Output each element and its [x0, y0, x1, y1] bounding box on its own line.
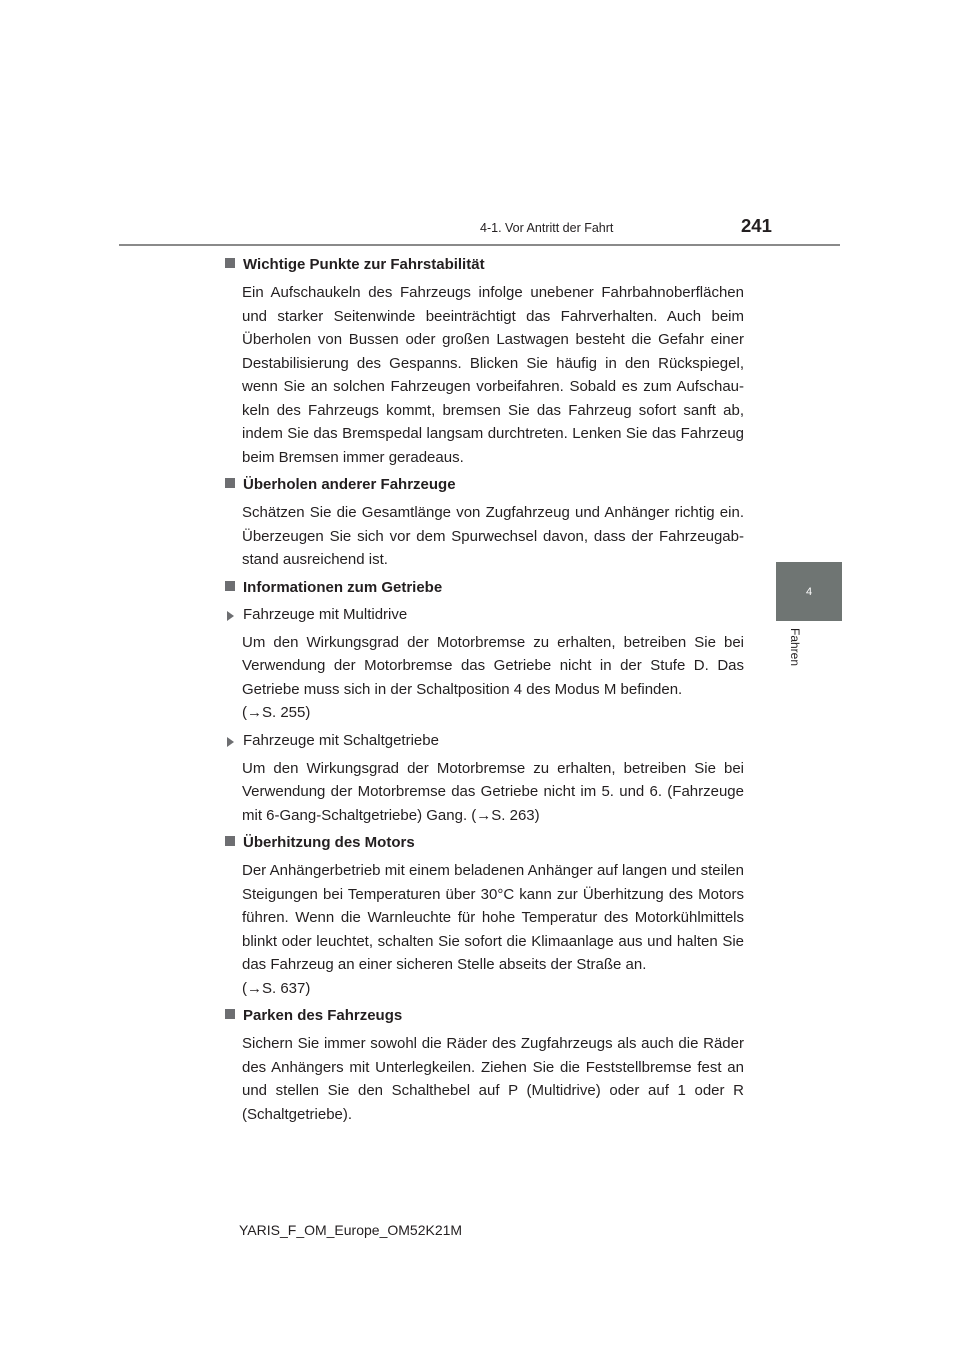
paragraph-text: Um den Wirkungsgrad der Motorbremse zu erhalten, betreiben Sie bei Verwendung der Motorbremse das Getriebe nicht in der Stufe D. Das Getriebe muss sich in der Schaltposition 4 des Modus M befinden. — [242, 633, 744, 698]
section-heading — [225, 832, 744, 854]
page-reference-link[interactable]: (→S. 255) — [242, 704, 311, 721]
triangle-bullet-icon — [227, 737, 234, 747]
triangle-bullet-icon — [227, 611, 234, 621]
paragraph-text: Schätzen Sie die Gesamtlänge von Zugfahrzeug und Anhänger richtig ein. Überzeugen Sie sich vor dem Spurwechsel davon, dass der Fahrzeugabstand ausreichend ist. — [242, 504, 744, 568]
chapter-label: Fahren — [788, 628, 802, 667]
document-footer: YARIS_F_OM_Europe_OM52K21M — [239, 1222, 463, 1238]
section-heading-text: Parken des Fahrzeugs — [243, 1007, 403, 1024]
page-content — [225, 254, 744, 1131]
body-paragraph — [225, 757, 744, 828]
paragraph-text: Um den Wirkungsgrad der Motorbremse zu erhalten, betreiben Sie bei Verwendung der Motorbremse das Getriebe nicht im 5. und 6. (Fahrzeuge mit 6-Gang-Schaltgetriebe) Gang. (→S. 263) — [242, 759, 744, 824]
section-heading — [225, 474, 744, 496]
sub-bullet — [225, 604, 744, 626]
paragraph-text: Der Anhängerbetrieb mit einem beladenen Anhänger auf langen und steilen Steigungen bei Temperaturen über 30°C kann zur Überhitzung des Motors führen. Wenn die Warnleuchte für hohe Temperatur des Motorkühlmittels blinkt oder leuchtet, schalten Sie sofort die Klimaanlage aus und halten Sie das Fahrzeug an einer sicheren Stelle abseits der Straße an. — [242, 862, 744, 973]
header-section-title: 4-1. Vor Antritt der Fahrt — [480, 221, 614, 235]
page-reference-link[interactable]: (→S. 637) — [242, 979, 311, 997]
body-paragraph — [225, 1032, 744, 1126]
paragraph-text: Sichern Sie immer sowohl die Räder des Zugfahrzeugs als auch die Räder des Anhängers mit Unterlegkeilen. Ziehen Sie die Feststellbremse fest an und stellen Sie den Schalthebel auf P (Multidrive) oder auf 1 oder R (Schaltgetriebe). — [242, 1035, 744, 1123]
body-paragraph — [225, 501, 744, 572]
chapter-number: 4 — [805, 585, 813, 598]
sub-bullet — [225, 730, 744, 752]
square-bullet-icon — [225, 1009, 235, 1019]
section-heading-text: Überhitzung des Motors — [243, 834, 415, 851]
page-number: 241 — [741, 215, 772, 236]
sub-bullet-text: Fahrzeuge mit Schaltgetriebe — [243, 731, 439, 749]
square-bullet-icon — [225, 478, 235, 488]
chapter-tab — [776, 562, 842, 621]
body-paragraph — [225, 631, 744, 725]
body-paragraph — [225, 281, 744, 469]
section-heading — [225, 254, 744, 276]
section-heading — [225, 1005, 744, 1027]
paragraph-text: Ein Aufschaukeln des Fahrzeugs infolge unebener Fahrbahnoberflächen und starker Seitenwinde beeinträchtigt das Fahrverhalten. Auch beim Überholen von Bussen oder großen Lastwagen besteht die Gefahr einer Destabilisierung des Gespanns. Blicken Sie häufig in den Rückspiegel, wenn Sie an solchen Fahrzeugen vorbeifahren. Sobald es zum Aufschaukeln des Fahrzeugs kommt, bremsen Sie das Fahrzeug sofort sanft ab, indem Sie das Bremspedal langsam durchtreten. Lenken Sie das Fahrzeug beim Bremsen immer geradeaus. — [242, 284, 744, 466]
sub-bullet-text: Fahrzeuge mit Multidrive — [243, 605, 408, 623]
header-divider — [119, 244, 840, 246]
square-bullet-icon — [225, 581, 235, 591]
square-bullet-icon — [225, 836, 235, 846]
section-heading-text: Informationen zum Getriebe — [243, 578, 443, 596]
section-heading-text: Überholen anderer Fahrzeuge — [243, 476, 456, 493]
square-bullet-icon — [225, 258, 235, 268]
section-heading — [225, 577, 744, 599]
section-heading-text: Wichtige Punkte zur Fahrstabilität — [243, 256, 485, 273]
body-paragraph — [225, 859, 744, 1000]
